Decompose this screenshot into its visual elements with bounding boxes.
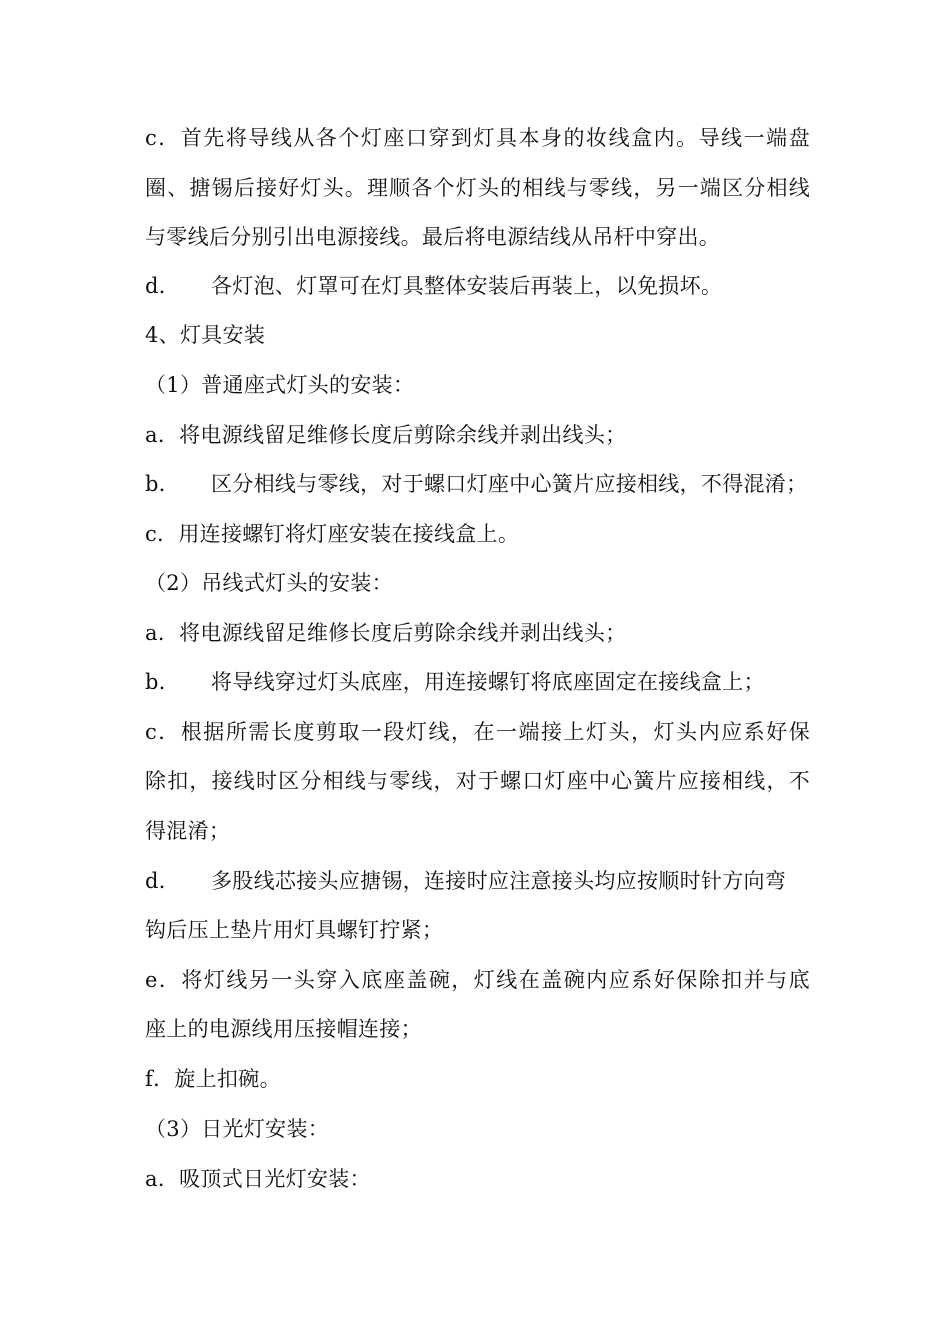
list-text: 各灯泡、灯罩可在灯具整体安装后再装上，以免损坏。 (211, 274, 723, 298)
paragraph-line-2: 圈、搪锡后接好灯头。理顺各个灯头的相线与零线，另一端区分相线 (145, 176, 810, 200)
list-item-d-lamp-shades (145, 269, 810, 303)
list-item-c-cut-cord-line-3: 得混淆； (145, 819, 231, 843)
list-text: 多股线芯接头应搪锡，连接时应注意接头均应按顺时针方向弯 (211, 869, 787, 893)
list-text: 将导线穿过灯头底座，用连接螺钉将底座固定在接线盒上； (211, 670, 765, 694)
list-item-b-fix-base (145, 665, 810, 699)
list-item-f-screw-cap: f．旋上扣碗。 (145, 1067, 281, 1091)
subsection-heading-fluorescent: （3）日光灯安装： (145, 1117, 330, 1141)
list-label-d: d． (145, 274, 181, 298)
paragraph-line-1: c．首先将导线从各个灯座口穿到灯具本身的妆线盒内。导线一端盘 (145, 126, 810, 150)
list-item-c-install-holder: c．用连接螺钉将灯座安装在接线盒上。 (145, 522, 520, 546)
list-label-b: b． (145, 472, 181, 496)
list-item-d-stranded-core (145, 864, 810, 898)
list-item-a-prepare-wire-2: a．将电源线留足维修长度后剪除余线并剥出线头； (145, 621, 627, 645)
list-item-b-phase-neutral (145, 467, 810, 501)
paragraph-line-3: 与零线后分别引出电源接线。最后将电源结线从吊杆中穿出。 (145, 225, 721, 249)
list-text: 区分相线与零线，对于螺口灯座中心簧片应接相线，不得混淆； (211, 472, 808, 496)
subsection-heading-seat-lamp: （1）普通座式灯头的安装： (145, 373, 415, 397)
list-item-d-stranded-core-line-2: 钩后压上垫片用灯具螺钉拧紧； (145, 918, 444, 942)
list-item-e-base-cover-line-1: e．将灯线另一头穿入底座盖碗，灯线在盖碗内应系好保除扣并与底 (145, 968, 810, 992)
list-item-a-ceiling-fluorescent: a．吸顶式日光灯安装： (145, 1167, 371, 1191)
list-label-b: b． (145, 670, 181, 694)
list-item-c-cut-cord-line-1: c．根据所需长度剪取一段灯线，在一端接上灯头，灯头内应系好保 (145, 720, 810, 744)
list-item-a-prepare-wire: a．将电源线留足维修长度后剪除余线并剥出线头； (145, 423, 627, 447)
section-heading-lamp-installation: 4、灯具安装 (145, 323, 266, 347)
list-item-c-cut-cord-line-2: 除扣，接线时区分相线与零线，对于螺口灯座中心簧片应接相线，不 (145, 769, 810, 793)
subsection-heading-pendant-lamp: （2）吊线式灯头的安装： (145, 571, 393, 595)
list-item-e-base-cover-line-2: 座上的电源线用压接帽连接； (145, 1017, 422, 1041)
list-label-d: d． (145, 869, 181, 893)
